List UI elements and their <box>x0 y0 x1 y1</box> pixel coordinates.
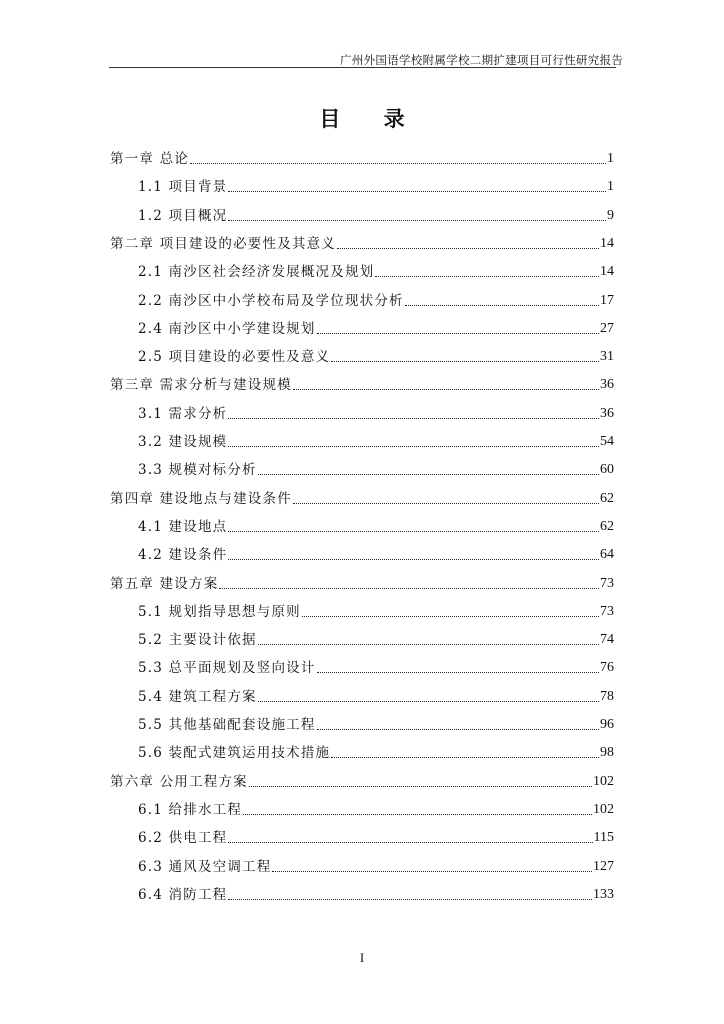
toc-dot-leader <box>317 672 599 673</box>
toc-section-entry[interactable] <box>138 459 614 479</box>
toc-section-entry[interactable] <box>138 742 614 762</box>
toc-section-entry[interactable] <box>138 403 614 423</box>
toc-entry-page: 98 <box>600 745 614 761</box>
toc-entry-page: 64 <box>600 547 614 563</box>
toc-entry-page: 102 <box>593 801 614 817</box>
toc-chapter-entry[interactable] <box>110 148 614 168</box>
toc-dot-leader <box>331 361 599 362</box>
toc-entry-label: 6.2 供电工程 <box>138 830 228 847</box>
toc-entry-page: 133 <box>593 886 614 902</box>
toc-chapter-entry[interactable] <box>110 573 614 593</box>
toc-entry-label: 6.4 消防工程 <box>138 886 228 903</box>
toc-entry-label: 6.3 通风及空调工程 <box>138 858 272 875</box>
toc-entry-page: 54 <box>600 434 614 449</box>
toc-dot-leader <box>243 814 592 815</box>
toc-entry-label: 第一章 总论 <box>110 151 189 167</box>
toc-entry-page: 17 <box>600 292 614 308</box>
toc-dot-leader <box>405 305 599 306</box>
toc-entry-label: 5.1 规划指导思想与原则 <box>138 603 301 620</box>
toc-section-entry[interactable] <box>138 827 614 847</box>
running-header: 广州外国语学校附属学校二期扩建项目可行性研究报告 <box>340 53 624 67</box>
toc-entry-label: 5.6 装配式建筑运用技术措施 <box>138 745 331 762</box>
toc-entry-page: 9 <box>607 207 614 223</box>
toc-entry-page: 14 <box>600 235 614 251</box>
toc-entry-label: 3.1 需求分析 <box>138 405 228 422</box>
toc-section-entry[interactable] <box>138 686 614 706</box>
toc-section-entry[interactable] <box>138 205 614 225</box>
toc-entry-label: 1.1 项目背景 <box>138 179 228 196</box>
toc-entry-label: 第六章 公用工程方案 <box>110 773 248 790</box>
toc-chapter-entry[interactable] <box>110 488 614 508</box>
toc-section-entry[interactable] <box>138 261 614 281</box>
toc-dot-leader <box>228 418 599 419</box>
toc-dot-leader <box>317 333 599 334</box>
toc-entry-page: 102 <box>593 773 614 789</box>
toc-entry-label: 3.2 建设规模 <box>138 434 228 450</box>
toc-dot-leader <box>375 276 599 277</box>
toc-section-entry[interactable] <box>138 884 614 904</box>
toc-dot-leader <box>293 389 599 390</box>
toc-section-entry[interactable] <box>138 290 614 310</box>
toc-entry-page: 31 <box>600 349 614 365</box>
toc-dot-leader <box>249 786 592 787</box>
toc-section-entry[interactable] <box>138 318 614 338</box>
toc-entry-page: 60 <box>600 462 614 478</box>
toc-dot-leader <box>272 871 592 872</box>
toc-entry-page: 76 <box>600 660 614 676</box>
page-number: I <box>359 950 365 965</box>
toc-entry-label: 2.5 项目建设的必要性及意义 <box>138 349 331 366</box>
toc-entry-page: 36 <box>600 405 614 421</box>
toc-section-entry[interactable] <box>138 544 614 564</box>
toc-dot-leader <box>258 474 599 475</box>
toc-dot-leader <box>190 163 606 164</box>
toc-entry-page: 14 <box>600 264 614 280</box>
toc-entry-page: 62 <box>600 490 614 506</box>
toc-dot-leader <box>228 220 606 221</box>
toc-section-entry[interactable] <box>138 714 614 734</box>
toc-section-entry[interactable] <box>138 601 614 621</box>
toc-chapter-entry[interactable] <box>110 374 614 394</box>
toc-entry-label: 第五章 建设方案 <box>110 575 219 592</box>
toc-entry-label: 4.2 建设条件 <box>138 547 228 564</box>
toc-entry-label: 第二章 项目建设的必要性及其意义 <box>110 235 336 252</box>
toc-title: 目 录 <box>319 106 423 131</box>
toc-entry-page: 96 <box>600 717 614 732</box>
toc-entry-page: 73 <box>600 603 614 619</box>
toc-dot-leader <box>317 729 599 730</box>
toc-entry-label: 5.5 其他基础配套设施工程 <box>138 717 316 733</box>
toc-dot-leader <box>293 503 599 504</box>
toc-dot-leader <box>228 191 606 192</box>
header-divider <box>109 67 616 68</box>
toc-entry-label: 2.2 南沙区中小学校布局及学位现状分析 <box>138 292 404 309</box>
toc-entry-label: 5.4 建筑工程方案 <box>138 688 257 705</box>
toc-entry-label: 5.3 总平面规划及竖向设计 <box>138 660 316 677</box>
toc-dot-leader <box>302 616 599 617</box>
toc-entry-label: 1.2 项目概况 <box>138 207 228 224</box>
toc-section-entry[interactable] <box>138 629 614 649</box>
toc-dot-leader <box>228 899 592 900</box>
toc-entry-page: 73 <box>600 575 614 591</box>
toc-chapter-entry[interactable] <box>110 771 614 791</box>
toc-entry-page: 62 <box>600 518 614 534</box>
toc-entry-label: 3.3 规模对标分析 <box>138 462 257 479</box>
toc-entry-page: 78 <box>600 688 614 704</box>
toc-dot-leader <box>337 248 599 249</box>
toc-dot-leader <box>219 588 599 589</box>
toc-section-entry[interactable] <box>138 856 614 876</box>
toc-dot-leader <box>228 842 592 843</box>
toc-section-entry[interactable] <box>138 431 614 451</box>
toc-dot-leader <box>228 531 599 532</box>
toc-entry-page: 115 <box>593 830 614 846</box>
toc-chapter-entry[interactable] <box>110 233 614 253</box>
toc-entry-label: 第三章 需求分析与建设规模 <box>110 377 292 394</box>
toc-section-entry[interactable] <box>138 346 614 366</box>
toc-dot-leader <box>228 446 599 447</box>
toc-entry-label: 6.1 给排水工程 <box>138 801 243 818</box>
toc-dot-leader <box>258 701 599 702</box>
toc-entry-label: 4.1 建设地点 <box>138 518 228 535</box>
toc-section-entry[interactable] <box>138 516 614 536</box>
toc-entry-label: 2.4 南沙区中小学建设规划 <box>138 320 316 337</box>
toc-section-entry[interactable] <box>138 657 614 677</box>
toc-dot-leader <box>228 559 599 560</box>
toc-entry-page: 1 <box>607 179 614 195</box>
toc-section-entry[interactable] <box>138 176 614 196</box>
toc-entry-page: 127 <box>593 858 614 874</box>
toc-entry-label: 第四章 建设地点与建设条件 <box>110 490 292 507</box>
toc-entry-page: 74 <box>600 632 614 648</box>
toc-dot-leader <box>258 644 599 645</box>
toc-entry-page: 1 <box>607 151 614 166</box>
toc-entry-page: 36 <box>600 377 614 393</box>
toc-entry-label: 2.1 南沙区社会经济发展概况及规划 <box>138 264 375 281</box>
toc-section-entry[interactable] <box>138 799 614 819</box>
toc-dot-leader <box>331 757 599 758</box>
toc-entry-label: 5.2 主要设计依据 <box>138 632 257 649</box>
toc-entry-page: 27 <box>600 320 614 336</box>
